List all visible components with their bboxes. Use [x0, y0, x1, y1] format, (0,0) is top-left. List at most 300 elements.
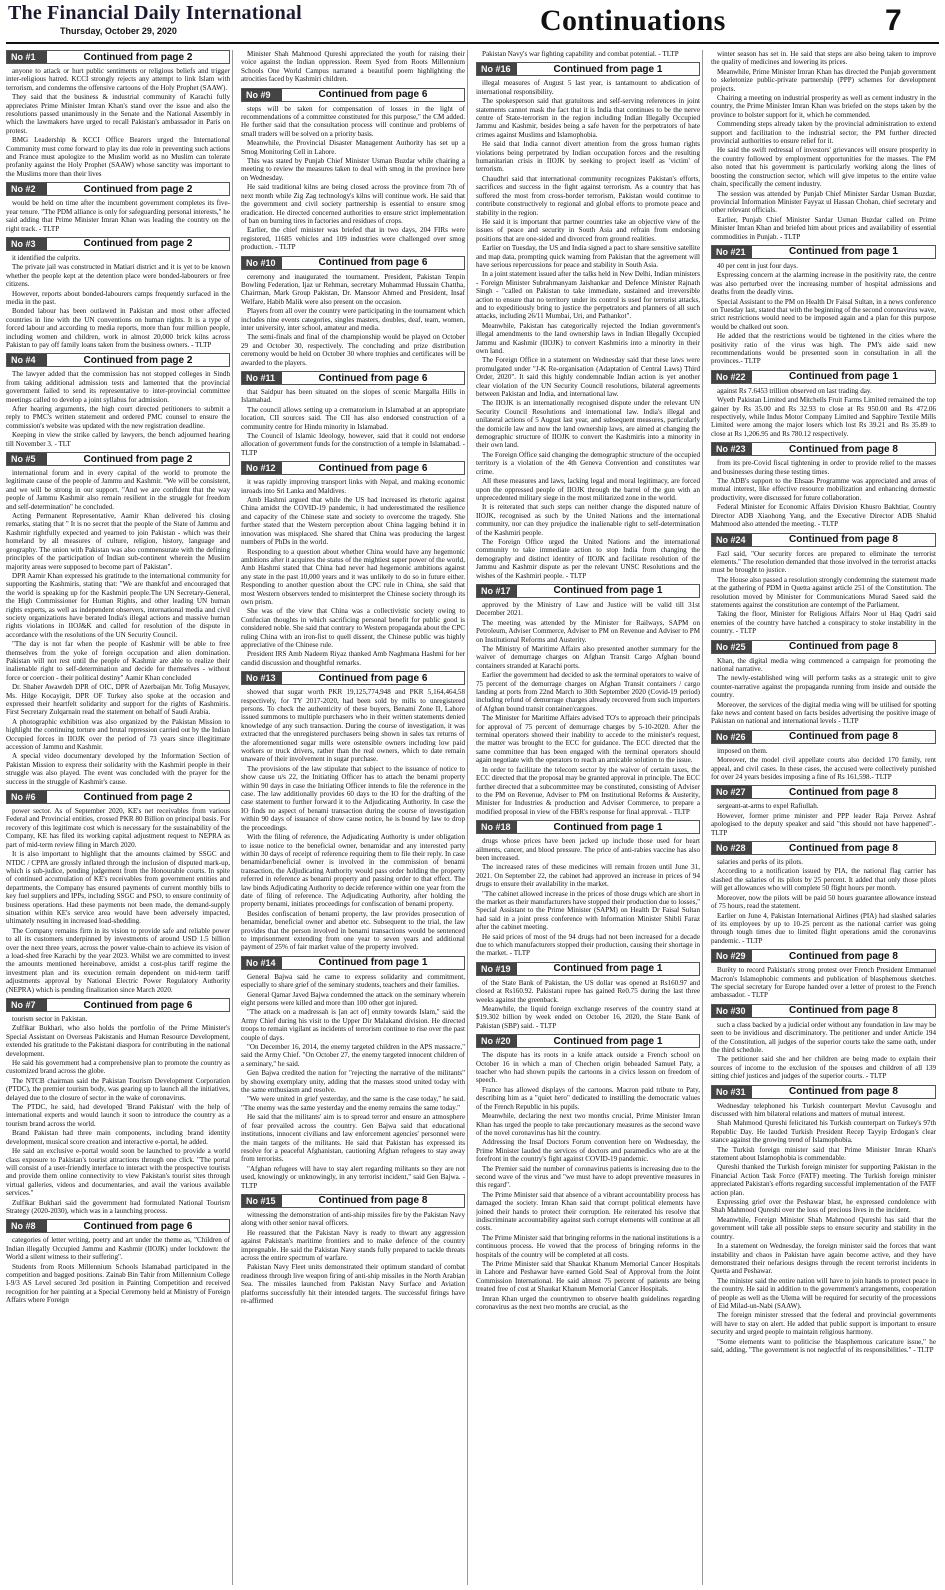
story-paragraph: Wyeth Pakistan Limited and Mitchells Fruit Farms Limited remained the top gainer by Rs 35.00 and Rs 32.93 to close at Rs 950.00 and Rs 472.06 respectively, while Indus Motor Company Limited and Sapphire Textile Mills Limited were among the major losers which lost Rs 39.21 and Rs 35.89 to close at Rs 1,206.95 and Rs 780.12 respectively. — [711, 396, 936, 438]
story-paragraph: The petitioner said she and her children are being made to explain their sources of income to the exclusion of the spouses and children of all 139 sitting chief justices and judges of the superior courts. - TLTP — [711, 1055, 936, 1081]
story-paragraph: Meanwhile, Foreign Minister Shah Mahmood Qureshi has said that the government will take all possible steps to ensure security and stability in the country. — [711, 1215, 936, 1241]
story-paragraph: She was of the view that China was a collectivistic society owing to Confucian thoughts in which sacrificing personal benefit for public good is considered noble. She said that contrary to Western propaganda about the CPC ruling China with an iron-fist to quell dissent, the Chinese public was highly appreciative of the Chinese rule. — [241, 607, 465, 649]
story-continued-label: Continued from page 8 — [789, 950, 898, 962]
story-paragraph: President IRS Amb Nadeem Riyaz thanked Amb Naghmana Hashmi for her candid discussion and thoughtful remarks. — [241, 650, 465, 667]
story-paragraph: He added that the restrictions would be tightened in the cities where the positivity ratio of the virus was high. The PM's aide said new recommendations would be presented soon in consultation in all the provinces.- TLTP — [711, 332, 936, 366]
story-header — [241, 461, 465, 475]
story-number: No #3 — [7, 238, 47, 250]
story-paragraph: Moreover, the services of the digital media wing will be utilised for spotting fake news and content based on facts besides advertising the positive image of Pakistan on national and international levels - TLTP — [711, 700, 936, 726]
story-paragraph: France has allowed displays of the cartoons. Macron paid tribute to Paty, describing him as a "quiet hero" dedicated to instilling the democratic values of the French Republic in his pupils. — [476, 1085, 700, 1111]
story-paragraph: DPR Aamir Khan expressed his gratitude to the international community for supporting the Kashmiris, stating that: "We are thankful and encouraged that the world is speaking up for the Kashmiri people.The UN Secretary-General, the High Commissioner for Human Rights, and other leading UN human rights experts, as well as independent observers, international media and civil society organizations have berated India's illegal actions and massive human rights violations in IIOJ&K and called for resolution of the dispute in accordance with the resolutions of the UN Security Council. — [6, 571, 230, 639]
story-paragraph: After hearing arguments, the high court directed petitioners to submit a reply to PMC's written statement and ordered PMC counsel to ensure the commission's website was updated with the new registration deadline. — [6, 405, 230, 430]
story-paragraph: Players from all over the country were participating in the tournament which includes nine events categories, singles masters, doubles, deaf, team, women, inter university, inter school, amateur and media. — [241, 307, 465, 332]
story-number: No #22 — [712, 371, 752, 383]
story-paragraph: Qureshi thanked the Turkish foreign minister for supporting Pakistan in the Financial Action Task Force (FATF) meeting. The Turkish foreign minister appreciated Pakistan's efforts regarding successful implementation of the FATF action plan. — [711, 1163, 936, 1197]
column-3 — [476, 50, 703, 1585]
story-paragraph: winter season has set in. He said that steps are also being taken to improve the quality of medicines and lowering its prices. — [711, 50, 936, 67]
story-paragraph: However, former prime minister and PPP leader Raja Pervez Ashraf apologised to the deputy speaker and said "this should not have happened".- TLTP — [711, 811, 936, 837]
story-paragraph: Zulfikar Bukhari said the government had formulated National Tourism Strategy (2020-2030), which was in a launching process. — [6, 1198, 230, 1215]
story-paragraph: With the filing of reference, the Adjudicating Authority is under obligation to issue notice to the beneficial owner, benamidar and any interested party within 30 days of receipt of reference requiring them to file their reply. In case benamidar/beneficial owner is involved in the commission of benami transaction, the Adjudicating Authority would pass order holding the property referred in reference as benami property and passing order to that effect. The law binds Adjudicating Authority to decide reference within one year from the date of filing of reference. The Adjudicating Authority, after holding the property benami, initiates proceedings for confiscation of benami property. — [241, 833, 465, 909]
story-body — [241, 105, 465, 252]
story-paragraph: Commending steps already taken by the provincial administration to extend support and facilitation to the industrial sector, the PM further directed provincial authorities to ensure relief for it. — [711, 120, 936, 146]
story-paragraph: Fazl said, "Our security forces are prepared to eliminate the terrorist elements." The resolution demanded that those involved in the terrorist attacks must be brought to justice. — [711, 549, 936, 575]
story-continued-label: Continued from page 8 — [789, 1005, 898, 1017]
story-paragraph: Wednesday telephoned his Turkish counterpart Mevlut Cavusoglu and discussed with him bilateral relations and matters of mutual interest. — [711, 1101, 936, 1118]
story-paragraph: power sector. As of September 2020, KE's net receivables from various Federal and Provincial entities, crossed PKR 80 Billion on principal basis. For recovery of this legitimate cost which is necessary for the sustainability of the Company, KE has filed its working capital adjustment request to NEPRA as part of mid-term review filing in March 2020. — [6, 807, 230, 849]
story-paragraph: The session was attended by Punjab Chief Minister Sardar Usman Buzdar, provincial Information Minister Fayyaz ul Hassan Chohan, chief secretary and other relevant officials. — [711, 189, 936, 215]
story-body — [476, 1051, 700, 1311]
story-paragraph: it identified the culprits. — [12, 253, 81, 262]
story-paragraph: The NTCB chairman said the Pakistan Tourism Development Corporation (PTDC), the premier tourism body, was gearing up to launch all the initiatives, delayed due to the closure of sector in the wake of coronavirus. — [6, 1076, 230, 1102]
story-paragraph: The dispute has its roots in a knife attack outside a French school on October 16 in which a man of Chechen origin beheaded Samuel Paty, a teacher who had shown pupils the cartoons in a civics lesson on freedom of speech. — [476, 1051, 700, 1085]
story-paragraph: Chairing a meeting on industrial prosperity as well as cement industry in the country, the Prime Minister Imran Khan was briefed on the steps taken by the province to bolster support for it, which he commended. — [711, 94, 936, 119]
story-continued-label: Continued from page 6 — [318, 672, 428, 684]
story-continued-label: Continued from page 1 — [553, 585, 663, 597]
story-paragraph: international forum and in every capital of the world to promote the legitimate cause of the people of Jammu and Kashmir. "We will be consistent, and we will be strong in our support. "And we are confident that the way people of Jammu Kashmir also remain resilient in the struggle for freedom and self-determination" he concluded. — [6, 469, 230, 511]
story-paragraph: Amb Hashmi argued that while the US had increased its rhetoric against China amidst the COVID-19 pandemic, it had underestimated the resilience and capacity of the Chinese state and society to overcome the tragedy. She further stated that the Western perception about China lagging behind it in innovation was misplaced. She shared that China was producing the largest numbers of PhDs in the world. — [241, 496, 465, 547]
story-continued-label: Continued from page 8 — [789, 534, 898, 545]
column-1 — [6, 50, 233, 1585]
story-header — [711, 533, 936, 547]
story-paragraph: It is also important to highlight that the amounts claimed by SSGC and NTDC / CPPA are grossly inflated through the inclusion of disputed mark-up, which is sub-judice, pending judgement from the Honourable courts. In spite of continued accumulation of KE's receivables from government entities and departments, the Company has ensured payments of current monthly bills to key fuel suppliers and IPPs, including SSGC and PSO, to ensure continuity of business operations. Had these payments not been made, the demand-supply situation within KE's service area would have been adversely impacted, ultimately resulting in increased load-shedding. — [6, 850, 230, 926]
story-body — [711, 387, 936, 438]
story-paragraph: The increased rates of these medicines will remain frozen until June 31, 2021. On September 22, the cabinet had approved an increase in prices of 94 drugs to ensure their availability in the market. — [476, 863, 700, 889]
story-number: No #20 — [477, 1035, 517, 1047]
story-number: No #5 — [7, 453, 47, 465]
newspaper-name: The Financial Daily International — [8, 2, 302, 24]
story-paragraph: Special Assistant to the PM on Health Dr Faisal Sultan, in a news conference on Tuesday last, stated that with the beginning of the second coronavirus wave, strict restrictions would need to be imposed again and a plan for this purpose would be chalked out soon. — [711, 297, 936, 331]
story-paragraph: "Some elements want to politicise the blasphemous caricature issue," he said, adding, "The government is not neglectful of its responsibilities." - TLTP — [711, 1337, 936, 1354]
story-paragraph: In a joint statement issued after the talks held in New Delhi, Indian ministers - Foreign Minister Subrahmanyam Jaishankar and Defence Minister Rajnath Singh - "called on Pakistan to take immediate, sustained and irreversible action to ensure that no territory under its control is used for terrorist attacks, and to expeditiously bring to justice the perpetrators and planners of all such attacks, including 26/11 Mumbai, Uri, and Pathankot". — [476, 270, 700, 321]
story-paragraph: approved by the Ministry of Law and Justice will be valid till 31st December 2021. — [476, 600, 700, 618]
story-number: No #7 — [7, 999, 47, 1011]
story-body — [476, 979, 700, 1030]
story-header — [241, 956, 465, 970]
story-paragraph: They said that the business & industrial community of Karachi fully appreciates Prime Minister Imran Khan's stand over the issue and also the resolutions passed unanimously in the Senate and the National Assembly in which the lawmakers have urged to recall Pakistan's ambassador in Paris on protest. — [6, 93, 230, 135]
story — [476, 962, 700, 1030]
story-paragraph: "Afghan refugees will have to stay alert regarding militants so they are not used, knowingly or unknowingly, in any terrorist incident," said Gen Bajwa. - TLTP — [241, 1164, 465, 1190]
story-paragraph: The minister said the entire nation will have to join hands to protect peace in the country. He said in addition to the government's arrangements, cooperation of people as well as the Ulema will be required for security of the processions of Eid Milad-un-Nabi (SAAW). — [711, 1276, 936, 1310]
story-number: No #13 — [242, 672, 282, 684]
story — [711, 640, 936, 726]
story — [476, 62, 700, 580]
story-paragraph: This was stated by Punjab Chief Minister Usman Buzdar while chairing a meeting to review the measures taken to deal with smog in the province here on Wednesday. — [241, 157, 465, 182]
story-header — [711, 785, 936, 799]
story-number: No #29 — [712, 950, 752, 962]
story-paragraph: Earlier, Punjab Chief Minister Sardar Usman Buzdar called on Prime Minister Imran Khan and briefed him about prices and availability of essential commodities in Punjab. - TLTP — [711, 215, 936, 241]
story-paragraph: "The attack on a madressah is [an act of] enmity towards Islam," said the Army Chief during his visit to the Upper Dir Malakand division. He directed troops to remain vigilant as incidents of terrorism continue to rise over the past couple of days. — [241, 1008, 465, 1042]
story — [711, 1004, 936, 1081]
story-number: No #2 — [7, 183, 47, 195]
story-paragraph: Burëty to record Pakistan's strong protest over French President Emmanuel Macron's Islamophobic comments and publication of blasphemous sketches. The special secretary for Europe handed over a letter of protest to the French ambassador. - TLTP — [711, 966, 936, 1000]
story-paragraph: Pakistan Navy's war fighting capability and combat potential. - TLTP — [482, 50, 679, 58]
story-continued-label: Continued from page 1 — [318, 957, 428, 969]
story-paragraph: General Bajwa said he came to express solidarity and commitment, especially to share grief of the seminary students, teachers and their families. — [241, 972, 465, 990]
story-body — [6, 254, 230, 349]
story-body — [6, 370, 230, 448]
story-paragraph: from its pre-Covid fiscal tightening in order to provide relief to the masses and businesses during these testing times. — [711, 459, 936, 476]
story-paragraph: Meanwhile, Prime Minister Imran Khan has directed the Punjab government to skeletonize public-private partnership (PPP) schemes for development projects. — [711, 67, 936, 93]
story-number: No #11 — [242, 372, 282, 384]
story-paragraph: Students from Roots Millennium Schools Islamabad participated in the competition and bagged positions. Zainab Bin Tahir from Millennium College I-9/3 AS Level secured 3rd position in Painting Competition and received recognition for her painting at a Special Ceremony held at Ministry of Foreign Affairs where Foreign — [6, 1262, 230, 1305]
story-continued-label: Continued from page 1 — [789, 371, 898, 383]
story-paragraph: "The day is not far when the people of Kashmir will be able to free themselves from the yoke of foreign occupation and alien domination. Pakistan will not rest until the people of Kashmir are able to realize their inalienable right to self-determination and decide for themselves - without force or coercion - their political destiny" Aamir Khan concluded — [6, 640, 230, 682]
story-body — [711, 657, 936, 726]
story-paragraph: it was rapidly improving transport links with Nepal, and making economic inroads into Sri Lanka and Maldives. — [241, 478, 465, 495]
story-paragraph: The Foreign Office urged the United Nations and the international community to take immediate action to stop India from changing the demography and distinct identity of IIOJK and facilitate resolution of the Jammu and Kashmir dispute as per the relevant UNSC Resolutions and the wishes of the Kashmiri people. - TLTP — [476, 537, 700, 580]
story — [711, 245, 936, 366]
story — [476, 820, 700, 958]
story-paragraph: "The cabinet allowed increase in the prices of those drugs which are short in the market as their manufacturers have stopped their production due to losses," Special Assistant to the Prime Minister (SAPM) on Health Dr Faisal Sultan had said in a joint press conference with Information Minister Shibli Faraz after the cabinet meeting. — [476, 889, 700, 932]
story-number: No #14 — [242, 957, 282, 969]
story-paragraph: Chaudhri said that international community recognizes Pakistan's efforts, sacrifices and success in the fight against terrorism. As a country that has suffered the most from cross-border terrorism, Pakistan would continue to contribute constructively to regional and global efforts to promote peace and stability in the region. — [476, 174, 700, 217]
story — [711, 949, 936, 1000]
story — [476, 50, 700, 58]
story — [711, 730, 936, 782]
story-body — [476, 837, 700, 958]
story — [6, 50, 230, 178]
story-number: No #21 — [712, 246, 752, 258]
column-4 — [711, 50, 938, 1585]
story-continued-label: Continued from page 8 — [789, 1086, 898, 1098]
story-number: No #18 — [477, 821, 517, 833]
story-header — [6, 1219, 230, 1233]
story-number: No #30 — [712, 1005, 752, 1017]
story-continued-label: Continued from page 8 — [789, 443, 898, 455]
story — [241, 88, 465, 252]
story — [241, 956, 465, 1190]
story-paragraph: Minister Shah Mahmood Qureshi appreciated the youth for raising their voice against the Indian oppression. Reem Syed from Roots Millennium Schools One World Campus narrated a beautiful poem highlighting the atrocities faced by Kashmiri children. — [241, 50, 465, 84]
story-paragraph: The Foreign Office in a statement on Wednesday said that these laws were promulgated under "J-K Re-organisation (Adaptation of Central Laws) Third Order, 2020". It said this highly condemnable Indian action is yet another clear violation of the UN Security Council resolutions, bilateral agreements between Pakistan and India, and international law. — [476, 356, 700, 399]
story-paragraph: The meeting was attended by the Minister for Railways, SAPM on Petroleum, Adviser Commerce, Adviser to PM on Revenue and Adviser to PM on Institutional Reforms and Austerity. — [476, 618, 700, 644]
story-body — [711, 459, 936, 528]
story-continued-label: Continued from page 1 — [553, 963, 663, 975]
story-header — [711, 949, 936, 963]
story-paragraph: He said traditional kilns are being closed across the province from 7th of next month while Zig Zag technology's kilns will continue work. He said that the government and civil society partnership is essential to ensure smog eradication. He directed concerned authorities to ensure strict implementation of ban on burning tires in factories and residues of crops. — [241, 183, 465, 225]
story-paragraph: Brand Pakistan had three main components, including brand identity development, musical score creation and interactive e-portal, he added. — [6, 1129, 230, 1146]
story-body — [6, 67, 230, 178]
story — [6, 790, 230, 994]
story-number: No #19 — [477, 963, 517, 975]
story-paragraph: The semi-finals and final of the championship would be played on October 29 and October 30, respectively. The concluding and prize distribution ceremony would be held on October 30 where trophies and certificates will be awarded to the players. — [241, 333, 465, 367]
story-continued-label: Continued from page 1 — [553, 821, 663, 833]
column-2 — [241, 50, 468, 1585]
story-continued-label: Continued from page 6 — [318, 257, 428, 269]
story-paragraph: Gen Bajwa credited the nation for "rejecting the narrative of the militants" by showing exemplary unity, adding that the masses stood united today with the same enthusiasm and resolve. — [241, 1069, 465, 1095]
story-paragraph: The council allows setting up a crematorium in Islamabad at an appropriate location, CII sources said. The CII has also endorsed construction of a community centre for Hindu minority in Islamabad. — [241, 405, 465, 431]
story-paragraph: Expressing grief over the Peshawar blast, he expressed condolence with Shah Mahmood Qureshi over the loss of precious lives in the incident. — [711, 1198, 936, 1215]
story-paragraph: Imran Khan urged the countrymen to observe health guidelines regarding coronavirus as the next two months are crucial, as the — [476, 1294, 700, 1312]
story-header — [6, 50, 230, 64]
story-body — [6, 1236, 230, 1304]
story — [711, 442, 936, 528]
issue-date: Thursday, October 29, 2020 — [60, 26, 177, 36]
story-paragraph: Dr. Shaher Awawdeh DPR of OIC, DPR of Azerbaijan Mr. Tofig Musayev, Ms. Hilge Kocayigit, DPR OF Turkey also spoke at the occasion and expressed their heartfelt solidarity and support for the rights of Kashmiris. First Secretary Zulqarnain read the statement on behalf of Saudi Arabia. — [6, 683, 230, 717]
story-paragraph: All these measures and laws, lacking legal and moral legitimacy, are forced upon the oppressed people of IIOJK through the barrel of the gun with an unprecedented military siege in the most militarized zone in the world. — [476, 477, 700, 502]
story-paragraph: The Ministry of Maritime Affairs also presented another summary for the waiver of demurrage charges on Afghan Transit Cargo Afghan bound containers stranded at Karachi ports. — [476, 645, 700, 670]
story-paragraph: Keeping in view the strike called by lawyers, the bench adjourned hearing till November 3. - TLT — [6, 431, 230, 448]
story-paragraph: Meanwhile, the Provincial Disaster Management Authority has set up a Smog Monitoring Cell in Lahore. — [241, 139, 465, 156]
story — [241, 461, 465, 667]
story-body — [6, 469, 230, 786]
story-header — [6, 452, 230, 466]
story-paragraph: Meanwhile, declaring the next two months crucial, Prime Minister Imran Khan has urged the people to take precautionary measures as the second wave of the novel coronavirus has hit the country. — [476, 1112, 700, 1137]
story-body — [241, 1211, 465, 1305]
story-paragraph: The PTDC, he said, had developed 'Brand Pakistan' with the help of international experts and would launch it soon to introduce the country as a tourism brand across the world. — [6, 1103, 230, 1128]
story — [711, 370, 936, 438]
story-paragraph: The Company remains firm in its vision to provide safe and reliable power to all its customers underpinned by investments of around USD 1.5 billion over the next three years, across the power value-chain to achieve its vision of a load-shed free Karachi by the year 2023. Whilst we are committed to invest the amounts mentioned hereinabove, amidst a cost-plus tariff regime the investment plan and its execution remain dependent on mid-term tariff adjustments approval by National Electric Power Regulatory Authority (NEPRA) which is pending finalization since March 2020. — [6, 926, 230, 994]
story-paragraph: Earlier the government had decided to ask the terminal operators to waive of 75 percent of the demurrage charges on Afghan Transit containers / cargo landing at ports from 22nd March to 30th September 2020 (Covid-19 period) including refund of demurrage charges already recovered from such importers of Afghan bound transit container/cargoes. — [476, 671, 700, 713]
story-number: No #16 — [477, 63, 517, 75]
story-header — [6, 790, 230, 804]
story-continued-label: Continued from page 1 — [553, 63, 663, 75]
story-paragraph: Meanwhile, the liquid foreign exchange reserves of the country stand at $19.302 billion by week ended on October 16, 2020, the State Bank of Pakistan (SBP) said. - TLTP — [476, 1005, 700, 1030]
story-header — [6, 353, 230, 367]
story-body — [476, 601, 700, 816]
story-header — [6, 998, 230, 1012]
story-header — [711, 1085, 936, 1099]
story-paragraph: Responding to a question about whether China would have any hegemonic ambitions after it acquires the status of the mightiest super power of the world, Amb Hashmi stated that China had never had hegemonic ambitions against any state in the past 10,000 years and it was unlikely to do so in future either. Responding to another question about the CPC rule in China, she said that most Western observers tended to misinterpret the Chinese society through its own prism. — [241, 547, 465, 606]
story-header — [241, 256, 465, 270]
story-continued-label: Continued from page 1 — [553, 1035, 663, 1047]
story-paragraph: Bonded labour has been outlawed in Pakistan and most other affected countries in line with the UN conventions on human rights. It is a type of forced labour and according to media reports, more than four million people, including women and children, work in almost 20,000 brick kilns across Pakistan to pay off family loans taken from the business owners. - TLTP — [6, 307, 230, 349]
story — [241, 50, 465, 84]
story-paragraph: The private jail was constructed in Matiari district and it is yet to be known whether the people kept at the detention place were bonded-labourers or free citizens. — [6, 263, 230, 289]
section-title: Continuations — [540, 4, 726, 37]
story-number: No #10 — [242, 257, 282, 269]
story-paragraph: The House also passed a resolution strongly condemning the statement made at the gathering of PDM in Quetta against article 251 of the Constitution. The resolution moved by Minister for Communications Murad Saeed said the statements against the constitution are contempt of the Parliament. — [711, 575, 936, 609]
story-paragraph: 40 per cent in just four days. — [717, 261, 798, 270]
story-header — [476, 1034, 700, 1048]
story-header — [241, 88, 465, 102]
story-body — [476, 79, 700, 580]
story-header — [711, 640, 936, 654]
story-continued-label: Continued from page 2 — [83, 791, 193, 803]
story — [6, 182, 230, 233]
story-continued-label: Continued from page 8 — [789, 641, 898, 653]
story-paragraph: Khan, the digital media wing commenced a campaign for promoting the national narrative. — [711, 656, 936, 673]
story-continued-label: Continued from page 6 — [83, 1220, 193, 1232]
story-body — [711, 262, 936, 366]
story-header — [476, 820, 700, 834]
story-number: No #8 — [7, 1220, 47, 1232]
story — [476, 1034, 700, 1311]
story — [6, 998, 230, 1215]
story-number: No #26 — [712, 731, 752, 743]
story-body — [711, 550, 936, 636]
story — [711, 841, 936, 945]
story-body — [711, 747, 936, 782]
story-body — [711, 858, 936, 945]
story — [476, 584, 700, 816]
story-body — [241, 478, 465, 667]
story-paragraph: "On December 16, 2014, the enemy targeted children in the APS massacre," said the Army Chief. "On October 27, the enemy targeted innocent children of a seminary," he said. — [241, 1043, 465, 1068]
story — [711, 785, 936, 837]
story-paragraph: The Premier said the number of coronavirus patients is increasing due to the second wave of the virus and "we must have to adopt preventive measures in this regard". — [476, 1164, 700, 1190]
story-paragraph: anyone to attack or hurt public sentiments or religious beliefs and trigger inter-religious hatred. KCCI strongly rejects any attempt to link Islam with terrorism, and condemns the offensive cartoons of the Holy Prophet (SAAW). — [6, 67, 230, 92]
story-paragraph: BMG Leadership & KCCI Office Bearers urged the International Community must come forward to play its due role in preventing such actions and France must apologize to the Muslim world as no Muslim can tolerate profanity against the Holy Prophet (SAAW) whose sanctity was important to the Muslims more than their lives — [6, 136, 230, 178]
story-paragraph: Zulfikar Bukhari, who also holds the portfolio of the Prime Minister's Special Assistant on Overseas Pakistanis and Human Resource Development, extended his gratitude to the Pakistani diaspora for contributing in the national development. — [6, 1024, 230, 1058]
story-body — [241, 688, 465, 952]
story-number: No #12 — [242, 462, 282, 474]
story-paragraph: such a class backed by a judicial order without any foundation in law may be seen to be invidious and discriminatory. The petitioner and under Article 194 of the Constitution, all judges of the superior courts take the same oath, under the third schedule. — [711, 1020, 936, 1054]
story-body — [6, 807, 230, 994]
story-paragraph: The Prime Minister said that Shaukat Khanum Memorial Cancer Hospitals in Lahore and Peshawar have earned Gold Seal of Approval from the Joint Commission International. He said almost 75 percent of patients are being treated free of cost at Shaukat Khanum Memorial Cancer Hospitals. — [476, 1260, 700, 1294]
story-continued-label: Continued from page 2 — [83, 354, 193, 366]
story-paragraph: drugs whose prices have been jacked up include those used for heart ailments, cancer, and blood pressure. The price of anti-rabies vaccine has also been increased. — [476, 837, 700, 862]
story-paragraph: Taking the floor, Minister for Religious Affairs Noor ul Haq Qadri said enemies of the country have hatched a conspiracy to stoke instability in the country. - TLTP — [711, 610, 936, 636]
story — [6, 237, 230, 349]
story-number: No #31 — [712, 1086, 752, 1098]
story-paragraph: Pakistan Navy Fleet units demonstrated their optimum standard of combat readiness through live weapon firing of anti-ship missiles in the North Arabian Sea. The missiles launched from Pakistan Navy Surface and Aviation platforms successfully hit their intended targets. The successful firings have re-affirmed — [241, 1263, 465, 1305]
story — [6, 452, 230, 786]
story-paragraph: It is reiterated that such steps can neither change the disputed nature of IIOJK, recognised as such by the United Nations and the international community, nor can they prejudice the inalienable right to self-determination of the Kashmiri people. — [476, 503, 700, 537]
story-paragraph: He said that India cannot divert attention from the gross human rights violations being perpetrated by Indian occupation forces and the resulting humanitarian crisis in IIOJK by seeking to project itself as 'victim' of terrorism. — [476, 140, 700, 174]
story-paragraph: tourism sector in Pakistan. — [12, 1015, 88, 1023]
story — [6, 353, 230, 448]
story-continued-label: Continued from page 8 — [789, 842, 898, 854]
story-continued-label: Continued from page 8 — [318, 1195, 428, 1207]
story-number: No #4 — [7, 354, 47, 366]
story-paragraph: The Prime Minister said that absence of a vibrant accountability process has damaged the society. Imran Khan said that corrupt political elements have joined their hands to protect their corruption. He reiterated his resolve that indiscriminate accountability against such corrupt elements will continue at all costs. — [476, 1190, 700, 1233]
story-continued-label: Continued from page 6 — [83, 999, 193, 1011]
story-paragraph: The foreign minister stressed that the federal and provincial governments will have to stay on alert. He added that public support is important to ensure security and urged people to maintain religious harmony. — [711, 1311, 936, 1337]
story-header — [711, 442, 936, 456]
story-continued-label: Continued from page 2 — [83, 238, 193, 250]
story-paragraph: In a statement on Wednesday, the foreign minister said the forces that want instability and chaos in Pakistan have again become active, and they have demonstrated their nefarious designs through the recent terrorist incidents in Quetta and Peshawar. — [711, 1242, 936, 1276]
story-body — [711, 966, 936, 1000]
story-paragraph: The Council of Islamic Ideology, however, said that it could not endorse allocation of government funds for the construction of a temple in Islamabad. - TLTP — [241, 432, 465, 457]
story-paragraph: He said that the militants' aim is to spread terror and ensure an atmosphere of fear prevailed across the country. Gen Bajwa said that educational institutions, innocent civilians and law enforcement agencies' personnel were the main targets of the militants. He said that Pakistan has expressed its resolve for a peaceful Afghanistan, cautioning Afghan refugees to stay away from terrorists. — [241, 1113, 465, 1164]
story-header — [476, 584, 700, 598]
story-paragraph: witnessing the demonstration of anti-ship missiles fire by the Pakistan Navy along with other senior naval officers. — [241, 1210, 465, 1228]
page-number: 7 — [885, 4, 902, 37]
story-paragraph: Addressing the Insaf Doctors Forum convention here on Wednesday, the Prime Minister lauded the services of doctors and paramedics who are at the forefront in the country's fight against COVID-19 pandemic. — [476, 1138, 700, 1164]
story-continued-label: Continued from page 6 — [318, 372, 428, 384]
story-paragraph: He said it is important that partner countries take an objective view of the issues of peace and security in South Asia and refrain from endorsing positions that are one-sided and divorced from ground realities. — [476, 217, 700, 243]
story-paragraph: He said his government had a comprehensive plan to promote the country as customized brand across the globe. — [6, 1059, 230, 1076]
story-paragraph: A special video documentary developed by the Information Section of Pakistan Mission to express their solidarity with the Kashmiri people in their struggle was also played. The event was concluded with the prayer for the success in the struggle of Kashmir's cause. — [6, 752, 230, 786]
story-paragraph: He said prices of most of the 94 drugs had not been increased for a decade due to which manufacturers stopped their production, causing their shortage in the market. - TLTP — [476, 932, 700, 958]
story-paragraph: The IIOJK is an internationally recognised dispute under the relevant UN Security Council Resolutions and international law. India's illegal and unilateral actions of 5 August last year, and subsequent measures, particularly the domicile law and now the land ownership laws, are aimed at changing the demographic structure of IIOJK to convert the Kashmiris into a minority in their own land. — [476, 399, 700, 450]
story-continued-label: Continued from page 8 — [789, 731, 898, 743]
story-paragraph: Earlier on June 4, Pakistan International Airlines (PIA) had slashed salaries of its employees by up to 10-25 percent as the national carrier was going through tough times due to limited flight operations amid the coronavirus pandemic. - TLTP — [711, 911, 936, 945]
story-body — [711, 1102, 936, 1355]
story-paragraph: Besides confiscation of benami property, the law provides prosecution of benamidar, beneficial owner and abettor etc. Subsequent to the trial, the law provides that the person involved in benami transactions would be sentenced to imprisonment extending from one year to seven years and additional payment of 25% of fair market value of the property involved. — [241, 909, 465, 952]
story-body — [241, 50, 465, 84]
story-number: No #25 — [712, 641, 752, 653]
story-paragraph: would be held on time after the incumbent government completes its five-year tenure. "The PDM alliance is only for safeguarding personal interests," he said adding that Prime Minister Imran Khan was leading the country on the right track. - TLTP — [6, 199, 230, 233]
story-number: No #28 — [712, 842, 752, 854]
header-rule — [6, 42, 939, 44]
story-number: No #15 — [242, 1195, 282, 1207]
story-paragraph: The Prime Minister said that bringing reforms in the national institutions is a continuous process. He vowed that the process of bringing reforms in the hospitals of the country will be completed at all costs. — [476, 1233, 700, 1259]
story-continued-label: Continued from page 1 — [789, 246, 898, 258]
story — [241, 256, 465, 367]
story-body — [241, 273, 465, 367]
story-paragraph: He reassured that the Pakistan Navy is ready to thwart any aggression against Pakistan's maritime frontiers and to make defence of the country impregnable. He said the Pakistan Navy stands fully prepared to tackle threats across the entire spectrum of warfare. — [241, 1228, 465, 1262]
masthead — [0, 0, 945, 44]
story-body — [241, 973, 465, 1190]
story — [6, 1219, 230, 1304]
story-body — [476, 50, 700, 58]
story-body — [711, 50, 936, 241]
story-paragraph: of the State Bank of Pakistan, the US dollar was opened at Rs160.97 and closed at Rs160.92. Pakistani rupee has gained Re0.75 during the last three weeks against the greenback. — [476, 978, 700, 1004]
story-paragraph: Earlier, the chief minister was briefed that in two days, 204 FIRs were registered, 11685 vehicles and 109 industries were challenged over smog production. - TLTP — [241, 226, 465, 252]
story-paragraph: that Saidpur has been situated on the slopes of scenic Margalla Hills in Islamabad. — [241, 388, 465, 405]
story-number: No #24 — [712, 534, 752, 546]
story — [241, 671, 465, 952]
story-paragraph: The newly-established wing will perform tasks as a strategic unit to give counter-narrative against the propaganda running from inside and outside the country. — [711, 674, 936, 700]
story-paragraph: The ADB's support to the Ehsaas Programme was appreciated and areas of mutual interest, like effective resource mobilization and enhancing domestic productivity, were discussed for future collaboration. — [711, 477, 936, 502]
story — [241, 371, 465, 457]
story-paragraph: against Rs 7.6453 trillion observed on last trading day. — [717, 386, 872, 395]
story-number: No #17 — [477, 585, 517, 597]
story-header — [241, 1194, 465, 1208]
story-header — [241, 671, 465, 685]
story-body — [6, 1015, 230, 1215]
story-header — [711, 730, 936, 744]
story-paragraph: The Turkish foreign minister said that Prime Minister Imran Khan's statement about Islamophobia is commendable. — [711, 1145, 936, 1163]
story-paragraph: categories of letter writing, poetry and art under the theme as, "Children of Indian illegally Occupied Jammu and Kashmir (IIOJK) under lockdown: the World a silent witness to their suffering". — [6, 1236, 230, 1262]
story-continued-label: Continued from page 6 — [318, 89, 428, 101]
story-paragraph: In order to facilitate the telecom sector by the waiver of certain taxes, the ECC directed that the proposal may be granted approval in principle. The ECC further directed that a subcommittee may be constituted, consisting of Adviser to the PM on Revenue, Adviser to PM on Institutional Reforms & Austerity, Minister for Industries & production and Adviser Commerce, to prepare a modified proposal in view of the FBR's response for final approval. - TLTP — [476, 765, 700, 816]
story-number: No #27 — [712, 786, 752, 798]
story — [241, 1194, 465, 1305]
story-header — [711, 841, 936, 855]
story-paragraph: Expressing concern at the alarming increase in the positivity rate, the centre was also perturbed over the increasing number of hospital admissions and deaths from the deadly virus. — [711, 271, 936, 297]
story-header — [711, 245, 936, 259]
story-number: No #9 — [242, 89, 282, 101]
story-paragraph: General Qamar Javed Bajwa condemned the attack on the seminary wherein eight persons were killed and more than 100 other got injured. — [241, 990, 465, 1007]
story-paragraph: However, reports about bonded-labourers camps frequently surfaced in the media in the past. — [6, 289, 230, 306]
story — [711, 1085, 936, 1355]
story-header — [711, 1004, 936, 1018]
story-paragraph: "We were united in grief yesterday, and the same is the case today," he said. "The enemy was the same yesterday and the enemy remains the same today." — [241, 1095, 465, 1112]
story-header — [6, 182, 230, 196]
story-body — [711, 1021, 936, 1081]
story-paragraph: He said the swift redressal of investors' grievances will ensure prosperity in the country followed by employment opportunities for the masses. The PM also noted that his government is particularly working along the lines of boosting the construction sector, which will give impetus to the entire value chain, specifically the cement industry. — [711, 146, 936, 189]
story-header — [711, 370, 936, 384]
story-number: No #6 — [7, 791, 47, 803]
story-header — [6, 237, 230, 251]
story-paragraph: The spokesperson said that gratuitous and self-serving references in joint statements cannot mask the fact that it is India that continues to be the nerve centre of State-terrorism in the region including Indian Illegally Occupied Jammu and Kashmir, besides being a safe haven for the perpetrators of hate crimes against Muslims and Islamophobia. — [476, 97, 700, 139]
story-body — [241, 388, 465, 457]
story-header — [476, 62, 700, 76]
story-header — [241, 371, 465, 385]
story-paragraph: showed that sugar worth PKR 19,125,774,948 and PKR 5,164,464,58 respectively, for TY 2017-2020, had been sold by mills to unregistered persons. To check the authenticity of these buyers, Benami Zone II, Lahore issued summons to multiple purchasers who in their written statements denied knowledge of any such transaction. During the course of investigation, it was extracted that the unregistered purchasers being shown in sales tax returns of the aforementioned sugar mills were ostensible owners including low paid workers or truck drivers, rather than the real owners, which to date remain unaware of their involvement in sugar purchase. — [241, 688, 465, 764]
story-continued-label: Continued from page 2 — [83, 51, 193, 63]
story-body — [711, 802, 936, 837]
story-paragraph: illegal measures of August 5 last year, is tantamount to abdication of international responsibility. — [476, 79, 700, 96]
story-continued-label: Continued from page 6 — [318, 462, 428, 474]
story-continued-label: Continued from page 8 — [789, 786, 898, 798]
story-continued-label: Continued from page 2 — [83, 183, 193, 195]
story-continued-label: Continued from page 2 — [83, 453, 193, 465]
news-columns — [6, 50, 939, 1585]
story — [711, 50, 936, 241]
story-paragraph: Shah Mahmood Qureshi felicitated his Turkish counterpart on Turkey's 97th Republic Day. He lauded Turkish President Recep Tayyip Erdogan's clear stance against the growing trend of Islamophobia. — [711, 1119, 936, 1145]
story-number: No #1 — [7, 51, 47, 63]
story-paragraph: He said an exclusive e-portal would soon be launched to provide a world class exposure to Pakistan's tourist attractions through one click. "The portal will consist of a user-friendly interface to interact with the prospective tourists and provide them online connectivity to view Pakistan's tourist sites through virtual galleries, videos and documentaries, and avail the various available services." — [6, 1147, 230, 1198]
story-paragraph: The lawyer added that the commission has not stopped colleges in Sindh from taking additional admission tests and lamented that the provincial government failed to send its representative to inter-provincial committee meetings called to develop a joint syllabus for admission. — [6, 370, 230, 404]
story-header — [476, 962, 700, 976]
story-paragraph: Meanwhile, Pakistan has categorically rejected the Indian government's illegal amendments to the land ownership laws in Indian Illegally Occupied Jammu and Kashmir (IIOJK) to convert Kashmiris into a minority in their own land. — [476, 321, 700, 355]
story-paragraph: A photographic exhibition was also organized by the Pakistan Mission to highlight the continuing torture and brutal repression carried out by the Indian Occupied forces in IIOJK over the period of 73 years since illegitimate accession of Jammu and Kashmir. — [6, 717, 230, 752]
story-number: No #23 — [712, 443, 752, 455]
story-paragraph: Moreover, now the pilots will be paid 50 hours guarantee allowance instead of 75 hours, read the statement. — [711, 893, 936, 911]
story — [711, 533, 936, 636]
